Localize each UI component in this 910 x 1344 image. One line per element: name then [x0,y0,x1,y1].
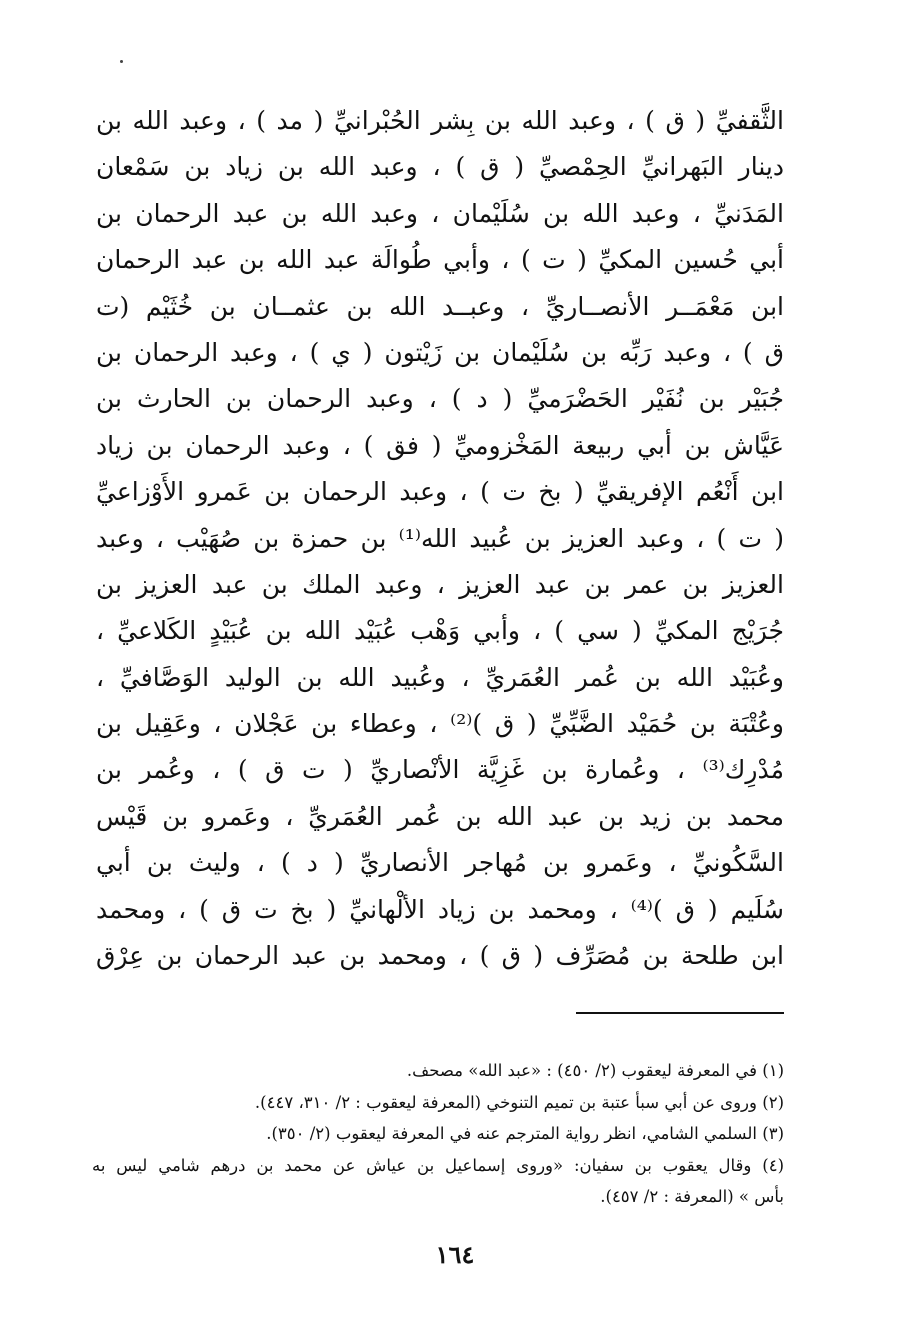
text-line: سُلَيم ( ق )⁽⁴⁾ ، ومحمد بن زياد الألْهانيِّ ( بخ ت ق ) ، ومحمد [96,894,784,924]
footnote-3: (٣) السلمي الشامي، انظر رواية المترجم عنه في المعرفة ليعقوب (٢/ ٣٥٠). [266,1124,784,1143]
text-line: ابن طلحة بن مُصَرِّف ( ق ) ، ومحمد بن عبد الرحمان بن عِرْق [96,941,784,971]
text-line: ق ) ، وعبد رَبِّه بن سُلَيْمان بن زَيْتون ( ي ) ، وعبد الرحمان بن [96,337,784,367]
footnotes [92,1055,784,1213]
footnote-4-continuation: بأس » (المعرفة : ٢/ ٤٥٧). [600,1187,784,1206]
text-line: أبي حُسين المكيِّ ( ت ) ، وأبي طُوالَة عبد الله بن عبد الرحمان [96,245,784,275]
text-line: ابن مَعْمَــر الأنصــاريِّ ، وعبــد الله بن عثمــان بن خُثَيْم (ت [96,291,784,321]
page-number: ١٦٤ [435,1240,475,1269]
text-line: ( ت ) ، وعبد العزيز بن عُبيد الله⁽¹⁾ بن حمزة بن صُهَيْب ، وعبد [96,523,784,553]
scan-speck [120,60,123,63]
footnote-4: (٤) وقال يعقوب بن سفيان: «وروى إسماعيل بن عياش عن محمد بن درهم شامي ليس به [92,1155,784,1175]
text-line: الثَّقفيِّ ( ق ) ، وعبد الله بن بِشر الحُبْرانيِّ ( مد ) ، وعبد الله بن [96,106,784,135]
text-line: المَدَنيِّ ، وعبد الله بن سُلَيْمان ، وعبد الله بن عبد الرحمان بن [96,198,784,228]
footnote-1: (١) في المعرفة ليعقوب (٢/ ٤٥٠) : «عبد الله» مصحف. [406,1061,784,1080]
text-line: جُرَيْج المكيِّ ( سي ) ، وأبي وَهْب عُبَيْد الله بن عُبَيْدٍ الكَلاعيِّ ، [96,616,784,646]
text-line: وعُتْبَة بن حُمَيْد الضَّبِّيِّ ( ق )⁽²⁾ ، وعطاء بن عَجْلان ، وعَقِيل بن [96,709,784,739]
text-line: دينار البَهرانيِّ الحِمْصيِّ ( ق ) ، وعبد الله بن زياد بن سَمْعان [96,152,784,182]
text-line: العزيز بن عمر بن عبد العزيز ، وعبد الملك بن عبد العزيز بن [96,569,784,599]
text-line: جُبَيْر بن نُفَيْر الحَضْرَميِّ ( د ) ، وعبد الرحمان بن الحارث بن [96,384,784,414]
text-line: عَيَّاش بن أبي ربيعة المَخْزوميِّ ( فق ) ، وعبد الرحمان بن زياد [96,430,784,460]
footnote-separator [576,1012,784,1014]
text-line: مُدْرِك⁽³⁾ ، وعُمارة بن غَزِيَّة الأنْصاريِّ ( ت ق ) ، وعُمر بن [96,755,784,785]
text-line: السَّكُونيِّ ، وعَمرو بن مُهاجر الأنصاريِّ ( د ) ، وليث بن أبي [96,848,784,878]
text-line: محمد بن زيد بن عبد الله بن عُمر العُمَريِّ ، وعَمرو بن قَيْس [96,801,784,831]
text-line: ابن أَنْعُم الإفريقيِّ ( بخ ت ) ، وعبد الرحمان بن عَمرو الأَوْزاعيِّ [96,477,784,507]
footnote-2: (٢) وروى عن أبي سبأ عتبة بن تميم التنوخي (المعرفة ليعقوب : ٢/ ٣١٠، ٤٤٧). [254,1092,784,1112]
main-text [96,98,784,979]
text-line: وعُبَيْد الله بن عُمر العُمَريِّ ، وعُبيد الله بن الوليد الوَصَّافيِّ ، [96,662,784,692]
